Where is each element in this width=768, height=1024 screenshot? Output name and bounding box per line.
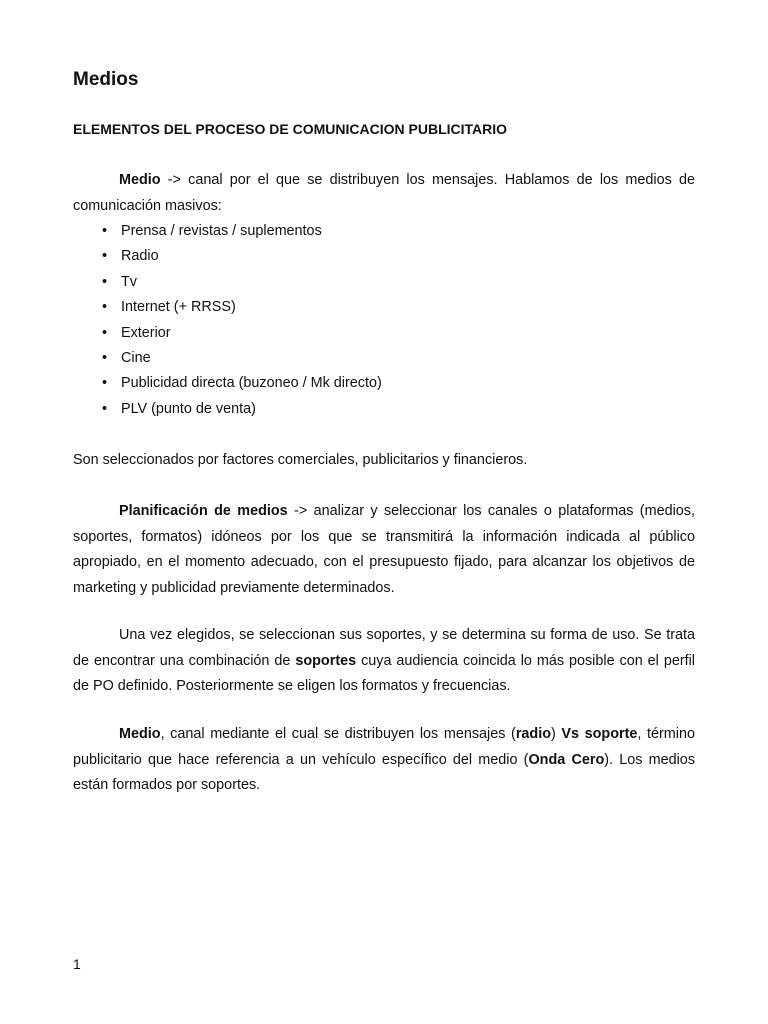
supports-paragraph: [73, 623, 695, 700]
supports-text-1: Una vez elegidos, se seleccionan sus soportes, y se determina su forma de uso. Se trata de encontrar una combinación de: [73, 627, 695, 669]
page-number: 1: [73, 956, 81, 972]
list-item: • Tv: [102, 270, 382, 295]
medio-vs-text-2: ): [551, 726, 562, 742]
document-page: [73, 0, 695, 1024]
medio-vs-text-3: , término publicitario que hace referencia a un vehículo específico del medio (: [73, 726, 695, 768]
medio-vs-soporte-paragraph: [73, 722, 695, 799]
medio-term-2: Medio: [119, 726, 161, 742]
vs-soporte-term: Vs soporte: [561, 726, 638, 742]
list-item: • Prensa / revistas / suplementos: [102, 219, 382, 244]
list-item: • PLV (punto de venta): [102, 397, 382, 422]
selection-factors-paragraph: Son seleccionados por factores comerciales, publicitarios y financieros.: [73, 452, 528, 468]
supports-term: soportes: [295, 652, 357, 669]
list-item: • Cine: [102, 346, 382, 371]
media-planning-paragraph: [73, 499, 695, 601]
media-planning-text: -> analizar y seleccionar los canales o plataformas (medios, soportes, formatos) idóneos por los que se transmitirá la información indicada al público apropiado, en el momento adecuado, con el presupuesto fijado, para alcanzar los objetivos de marketing y publicidad previamente determinados.: [73, 503, 695, 596]
radio-term: radio: [515, 726, 552, 742]
supports-text-2: cuya audiencia coincida lo más posible con el perfil de PO definido. Posteriormente se eligen los formatos y frecuencias.: [73, 652, 696, 694]
media-planning-term: Planificación de medios: [119, 503, 288, 519]
list-item: • Publicidad directa (buzoneo / Mk directo): [102, 371, 382, 396]
onda-cero-term: Onda Cero: [528, 751, 605, 768]
medio-vs-text-4: ). Los medios están formados por soportes.: [73, 751, 696, 793]
media-list: [102, 219, 382, 422]
medio-vs-text-1: , canal mediante el cual se distribuyen los mensajes (: [160, 726, 516, 742]
medio-term: Medio: [119, 172, 161, 188]
medio-definition-paragraph: [73, 168, 695, 219]
list-item: • Radio: [102, 244, 382, 269]
medio-definition-text: -> canal por el que se distribuyen los mensajes. Hablamos de los medios de comunicación masivos:: [73, 172, 695, 214]
page-title: Medios: [73, 69, 139, 90]
list-item: • Internet (+ RRSS): [102, 295, 382, 320]
list-item: • Exterior: [102, 321, 382, 346]
section-heading: ELEMENTOS DEL PROCESO DE COMUNICACION PUBLICITARIO: [73, 121, 508, 137]
